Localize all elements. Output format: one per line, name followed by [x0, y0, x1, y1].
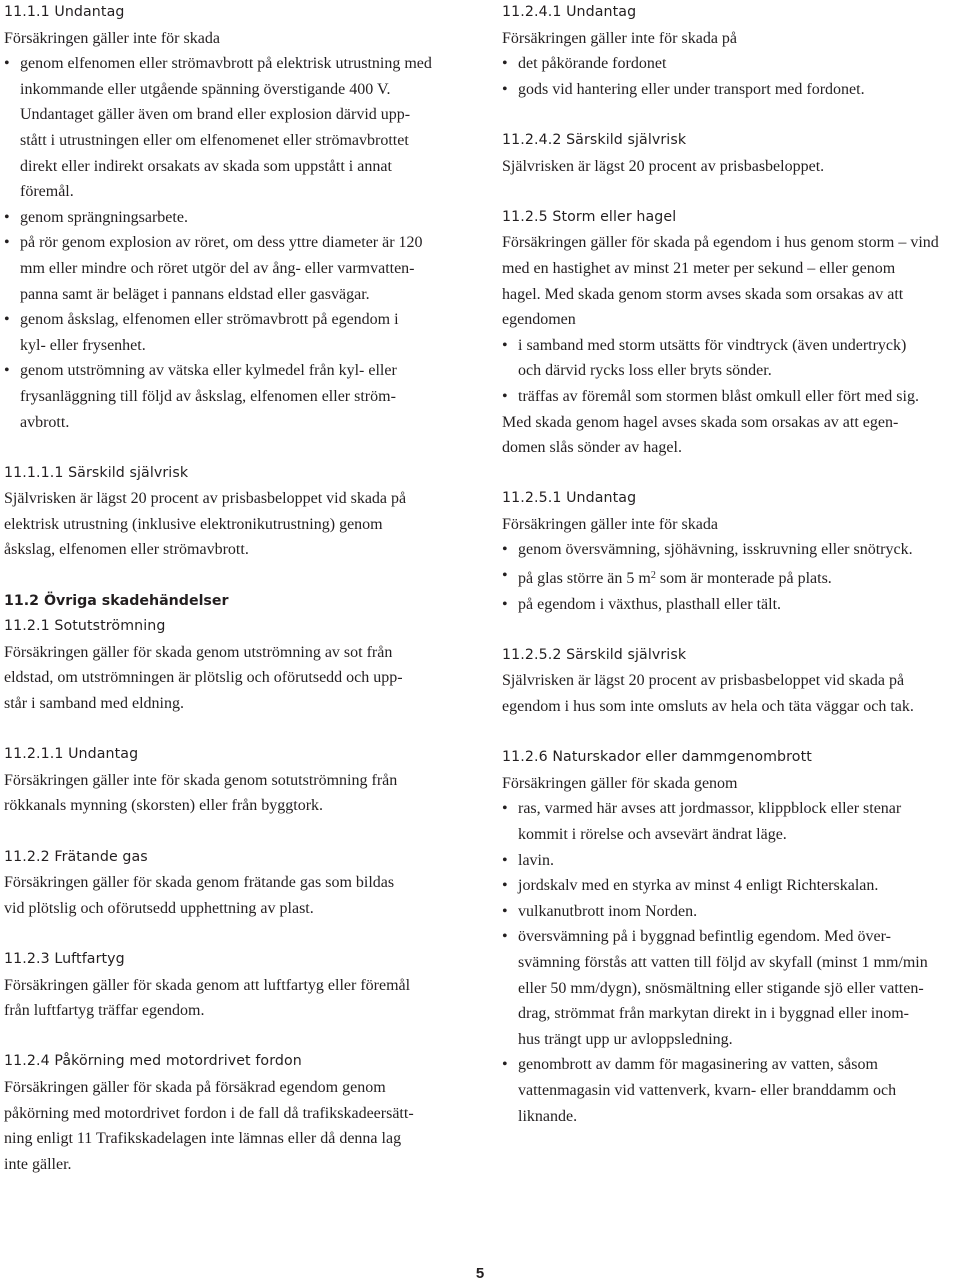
section-11-2-4-1 — [502, 0, 958, 102]
paragraph-line: står i samband med eldning. — [4, 695, 184, 713]
bullet-line: • gods vid hantering eller under transport med fordonet. — [502, 77, 958, 103]
bullet-line: vattenmagasin vid vattenverk, kvarn- eller branddamm och — [518, 1081, 897, 1099]
bullet-line — [502, 563, 958, 592]
paragraph-line: påkörning med motordrivet fordon i de fall då trafikskadeersätt- — [4, 1104, 414, 1122]
bullet-line: • genom utströmning av vätska eller kylmedel från kyl- eller — [4, 358, 460, 384]
section-heading: 11.2.4.1 Undantag — [502, 4, 637, 20]
bullet-item — [502, 848, 958, 874]
section-heading: 11.2.2 Frätande gas — [4, 848, 148, 865]
bullet-line: • vulkanutbrott inom Norden. — [502, 899, 958, 925]
paragraph-line: egendomen — [502, 311, 576, 329]
bullet-line: och därvid rycks loss eller bryts sönder. — [518, 362, 772, 380]
section-heading: 11.2.5.1 Undantag — [502, 490, 637, 507]
bullet-line: drag, strömmat från markytan direkt in i byggnad eller inom- — [518, 1005, 909, 1023]
bullet-item — [502, 592, 958, 618]
section-heading: 11.2.1.1 Undantag — [4, 746, 139, 763]
bullet-item — [502, 1052, 958, 1129]
paragraph-line: Med skada genom hagel avses skada som orsakas av att egen- — [502, 413, 899, 431]
paragraph-line: Försäkringen gäller för skada genom att luftfartyg eller föremål — [4, 976, 411, 994]
paragraph-line: Självrisken är lägst 20 procent av prisbasbeloppet. — [502, 157, 825, 175]
paragraph-line: Försäkringen gäller inte för skada genom sotutströmning från — [4, 771, 398, 789]
bullet-item — [502, 333, 958, 384]
bullet-line: Undantaget gäller även om brand eller explosion därvid upp- — [20, 106, 411, 124]
bullet-line: avbrott. — [20, 413, 70, 431]
bullet-item — [502, 796, 958, 847]
bullet-item — [502, 384, 958, 410]
section-heading: 11.1.1 Undantag — [4, 4, 125, 20]
paragraph-line: vid plötslig och oförutsedd upphettning av plast. — [4, 899, 314, 917]
bullet-line: kommit i rörelse och avsevärt ändrat läge. — [518, 826, 787, 843]
bullet-item — [502, 873, 958, 899]
paragraph-line: med en hastighet av minst 21 meter per sekund – eller genom — [502, 259, 896, 277]
bullet-line: svämning förstås att vatten till följd av skyfall (minst 1 mm/min — [518, 953, 928, 971]
paragraph-line: från luftfartyg träffar egendom. — [4, 1002, 205, 1020]
bullet-item — [502, 924, 958, 1052]
section-heading: 11.2.4 Påkörning med motordrivet fordon — [4, 1053, 302, 1070]
bullet-item — [4, 307, 460, 358]
bullet-line: frysanläggning till följd av åskslag, elfenomen eller ström- — [20, 387, 396, 405]
bullet-line: • genombrott av damm för magasinering av vatten, såsom — [502, 1052, 958, 1078]
section-intro: Försäkringen gäller inte för skada på — [502, 29, 738, 47]
paragraph-line: Försäkringen gäller för skada på försäkrad egendom genom — [4, 1078, 386, 1096]
bullet-line: inkommande eller utgående spänning överstigande 400 V. — [20, 80, 391, 98]
bullet-line: • i samband med storm utsätts för vindtryck (även undertryck) — [502, 333, 958, 359]
bullet-line: • genom sprängningsarbete. — [4, 205, 460, 231]
bullet-line: stått i utrustningen eller om elfenomenet eller strömavbrottet — [20, 131, 409, 149]
section-11-2-5-2 — [502, 643, 958, 720]
bullet-line: direkt eller indirekt orsakats av skada som uppstått i annat — [20, 157, 392, 175]
section-11-2-5-1 — [502, 486, 958, 617]
section-heading: 11.2.3 Luftfartyg — [4, 950, 125, 967]
paragraph-line: ning enligt 11 Trafikskadelagen inte lämnas eller då denna lag — [4, 1130, 402, 1148]
paragraph-line: egendom i hus som inte omsluts av hela och täta väggar och tak. — [502, 698, 914, 716]
bullet-line: liknande. — [518, 1107, 578, 1125]
bullet-line: mm eller mindre och röret utgör del av ång- eller varmvatten- — [20, 259, 415, 277]
section-heading: 11.2.6 Naturskador eller dammgenombrott — [502, 749, 812, 766]
left-column — [4, 0, 460, 1177]
chapter-heading: 11.2 Övriga skadehändelser — [4, 592, 229, 609]
section-11-2-1 — [4, 614, 460, 716]
section-11-2-5 — [502, 205, 958, 461]
bullet-line: • genom elfenomen eller strömavbrott på elektrisk utrustning med — [4, 51, 460, 77]
bullet-item — [502, 537, 958, 563]
section-11-2-2 — [4, 845, 460, 922]
paragraph-line: åskslag, elfenomen eller strömavbrott. — [4, 541, 249, 559]
section-11-2-4 — [4, 1049, 460, 1177]
bullet-line: • jordskalv med en styrka av minst 4 enligt Richterskalan. — [502, 873, 958, 899]
paragraph-line: rökkanals mynning (skorsten) eller från byggtork. — [4, 797, 324, 815]
section-intro: Försäkringen gäller inte för skada — [4, 29, 220, 47]
paragraph-line: domen slås sönder av hagel. — [502, 439, 682, 457]
section-11-2-6 — [502, 745, 958, 1129]
bullet-line: panna samt är beläget i pannans eldstad eller gasvägar. — [20, 285, 370, 303]
bullet-line: föremål. — [20, 183, 74, 201]
section-11-1-1-1 — [4, 461, 460, 563]
paragraph-line: Självrisken är lägst 20 procent av prisbasbeloppet vid skada på — [502, 672, 905, 690]
bullet-line: eller 50 mm/dygn), snösmältning eller stigande sjö eller vatten- — [518, 979, 924, 997]
bullet-line: • lavin. — [502, 848, 958, 874]
section-intro: Försäkringen gäller inte för skada — [502, 515, 718, 533]
section-intro: Försäkringen gäller för skada genom — [502, 774, 738, 792]
bullet-line: • träffas av föremål som stormen blåst omkull eller fört med sig. — [502, 384, 958, 410]
bullet-line: • översvämning på i byggnad befintlig egendom. Med över- — [502, 924, 958, 950]
bullet-item — [4, 51, 460, 205]
bullet-line: • genom översvämning, sjöhävning, isskruvning eller snötryck. — [502, 537, 958, 563]
bullet-item — [4, 230, 460, 307]
section-heading: 11.2.4.2 Särskild självrisk — [502, 131, 687, 148]
paragraph-line: elektrisk utrustning (inklusive elektronikutrustning) genom — [4, 515, 383, 533]
paragraph-line: eldstad, om utströmningen är plötslig och oförutsedd och upp- — [4, 669, 403, 687]
superscript: 2 — [650, 570, 656, 582]
bullet-line: hus trängt upp ur avloppsledning. — [518, 1030, 733, 1048]
bullet-item — [502, 77, 958, 103]
section-heading: 11.2.5.2 Särskild självrisk — [502, 646, 687, 663]
paragraph-line: Försäkringen gäller för skada på egendom i hus genom storm – vind — [502, 234, 939, 252]
bullet-line: • ras, varmed här avses att jordmassor, klippblock eller stenar — [502, 796, 958, 822]
section-11-1-1 — [4, 0, 460, 435]
bullet-line: • på egendom i växthus, plasthall eller tält. — [502, 592, 958, 618]
bullet-line: • genom åskslag, elfenomen eller strömavbrott på egendom i — [4, 307, 460, 333]
section-heading: 11.1.1.1 Särskild självrisk — [4, 464, 189, 481]
bullet-item — [502, 563, 958, 592]
section-11-2-4-2 — [502, 128, 958, 179]
bullet-item — [502, 899, 958, 925]
bullet-item — [4, 205, 460, 231]
right-column — [502, 0, 958, 1129]
section-11-2-3 — [4, 947, 460, 1024]
paragraph-line: Försäkringen gäller för skada genom utströmning av sot från — [4, 643, 393, 661]
bullet-text: som är monterade på plats. — [655, 570, 832, 588]
bullet-text: på glas större än 5 m — [518, 570, 651, 588]
bullet-line: kyl- eller frysenhet. — [20, 336, 146, 354]
bullet-item — [502, 51, 958, 77]
bullet-line: • på rör genom explosion av röret, om dess yttre diameter är 120 — [4, 230, 460, 256]
bullet-line: • det påkörande fordonet — [502, 51, 958, 77]
paragraph-line: hagel. Med skada genom storm avses skada som orsakas av att — [502, 285, 904, 303]
paragraph-line: inte gäller. — [4, 1155, 72, 1173]
section-heading: 11.2.5 Storm eller hagel — [502, 208, 677, 225]
section-heading: 11.2.1 Sotutströmning — [4, 618, 166, 635]
paragraph-line: Självrisken är lägst 20 procent av prisbasbeloppet vid skada på — [4, 490, 407, 508]
page-number: 5 — [475, 1265, 485, 1282]
bullet-item — [4, 358, 460, 435]
paragraph-line: Försäkringen gäller för skada genom frätande gas som bildas — [4, 874, 395, 892]
section-11-2-1-1 — [4, 742, 460, 819]
